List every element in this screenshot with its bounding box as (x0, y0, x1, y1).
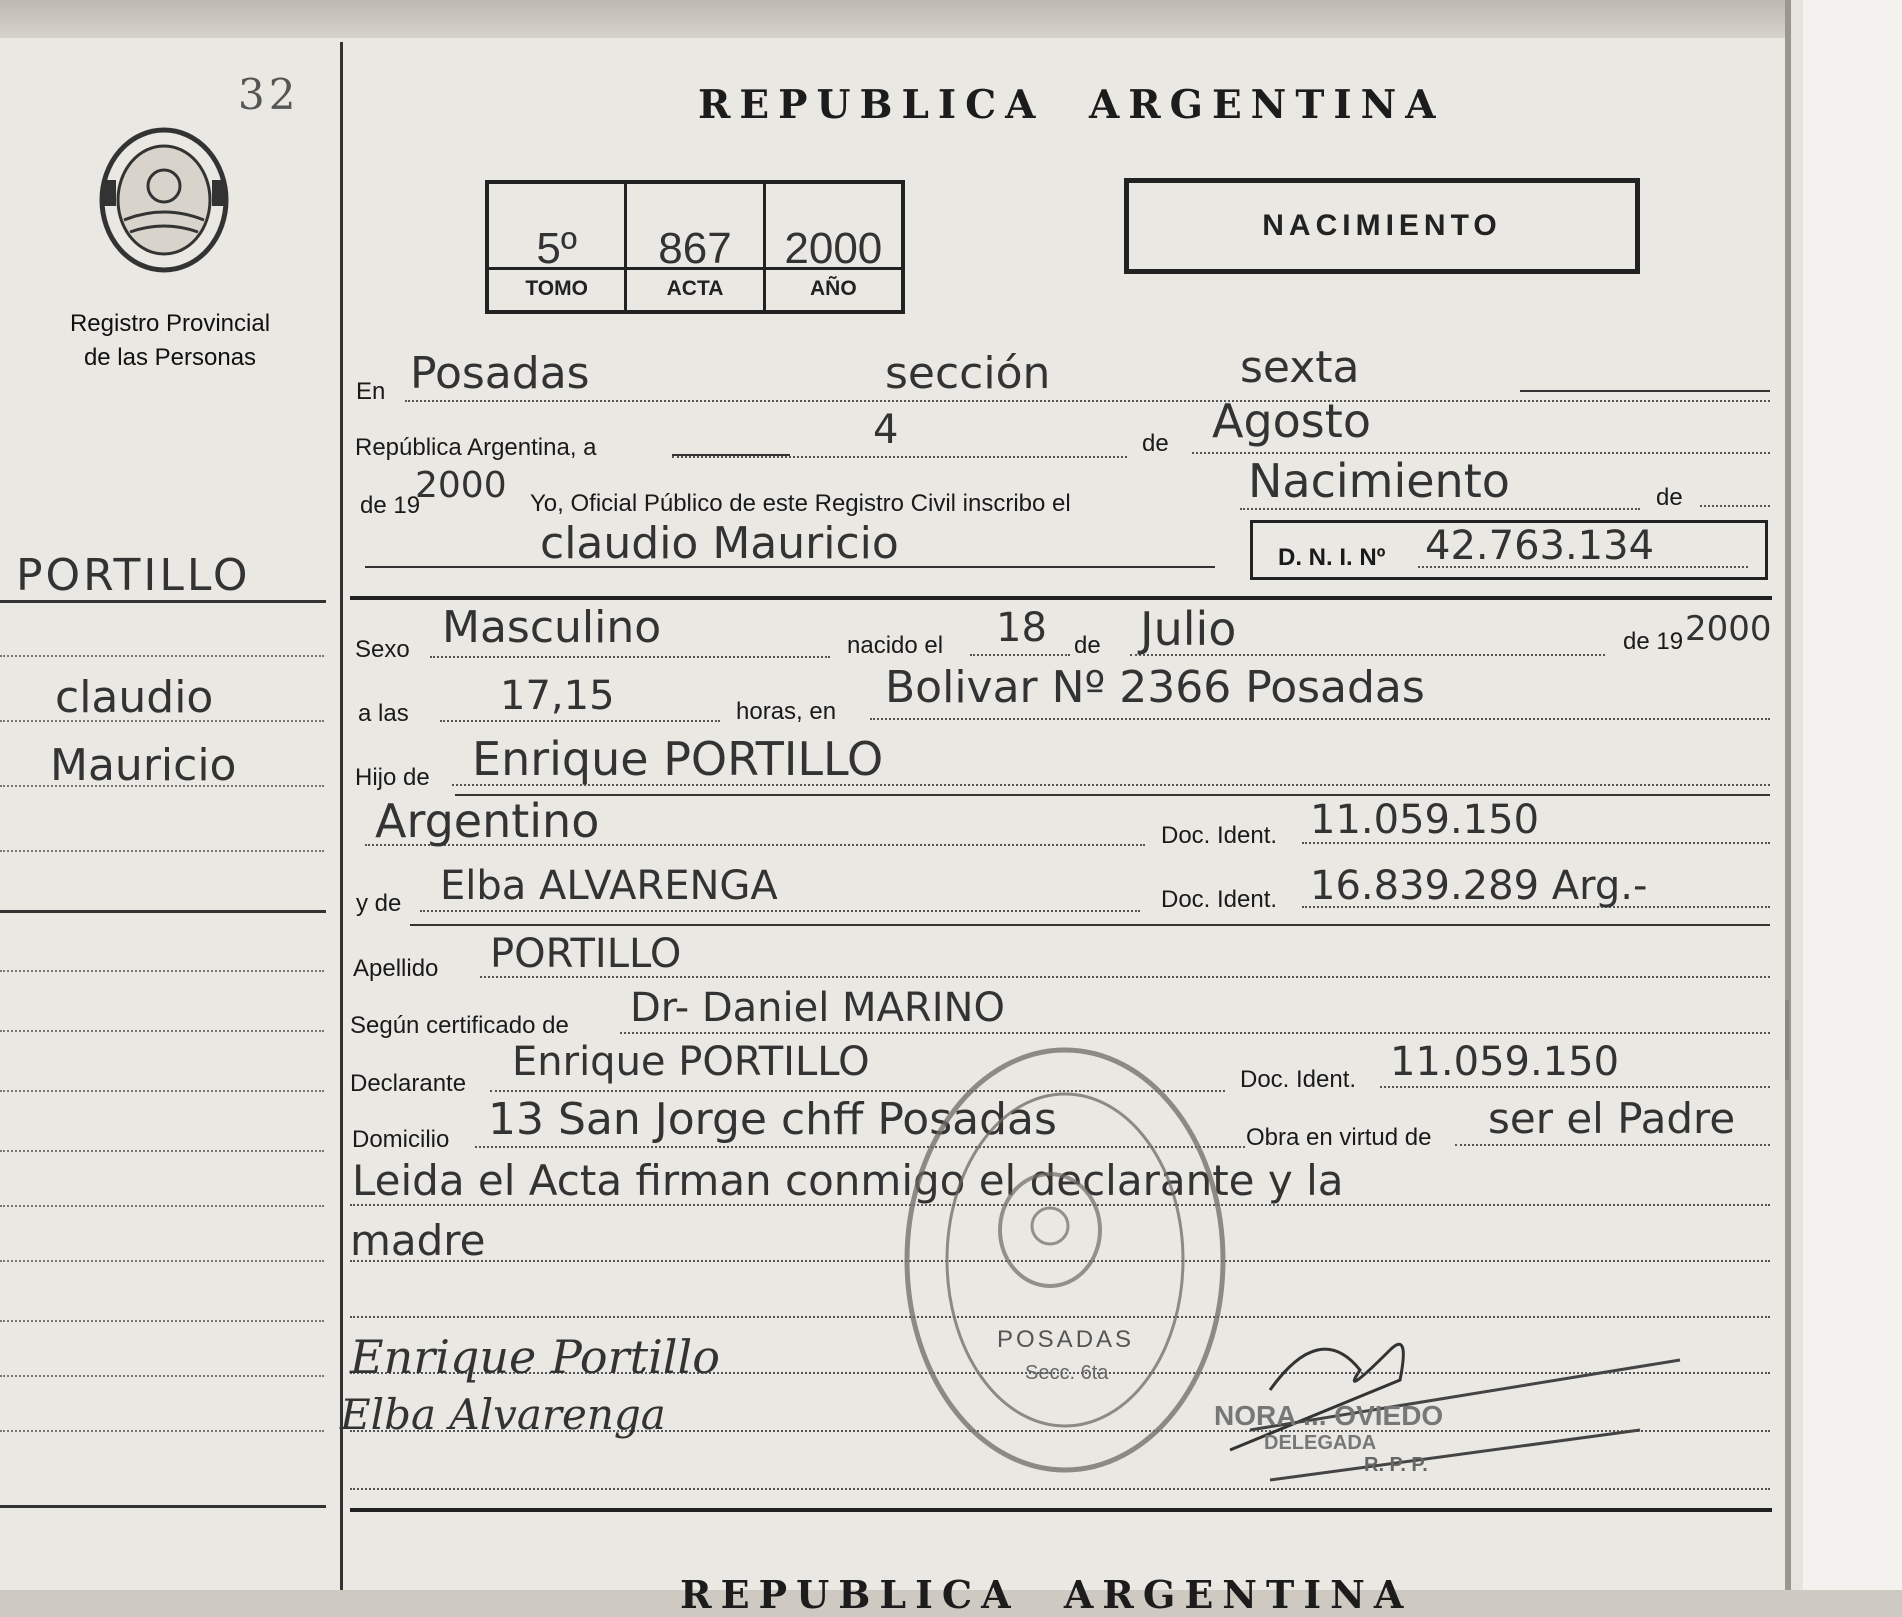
stub-given-name-2: Mauricio (50, 740, 237, 791)
rpp-label: R. P. P. (1364, 1454, 1428, 1476)
stub-rule (0, 1260, 324, 1262)
ano-cell (766, 184, 901, 310)
mother-doc-label: Doc. Ident. (1161, 886, 1278, 913)
official-stamp-icon (900, 1040, 1230, 1480)
province-seal-icon (94, 124, 234, 276)
declarante-label: Declarante (350, 1070, 467, 1097)
stub-rule (0, 1505, 326, 1508)
mother-signature: Elba Alvarenga (340, 1390, 666, 1439)
inscribo-line (1240, 508, 1640, 510)
de-line (1700, 505, 1770, 507)
declarante-doc-value: 11.059.150 (1390, 1039, 1620, 1085)
republica-label: República Argentina, a (355, 434, 597, 461)
dni-value: 42.763.134 (1425, 523, 1655, 569)
stamp-city: POSADAS (997, 1326, 1135, 1353)
day-fill-line (672, 454, 790, 456)
de-label-2: de (1656, 484, 1683, 511)
y-de-label: y de (356, 890, 402, 917)
acta-value: 867 (658, 224, 732, 273)
stub-rule (0, 1205, 324, 1207)
section-separator (350, 596, 1772, 600)
sexo-value: Masculino (442, 602, 662, 653)
sexo-line (430, 656, 830, 658)
apellido-label: Apellido (353, 955, 439, 982)
stub-rule (0, 1430, 324, 1432)
ano-value: 2000 (784, 224, 883, 273)
acta-label: ACTA (627, 267, 762, 310)
stub-surname: PORTILLO (16, 550, 251, 601)
stub-rule (0, 1030, 324, 1032)
nacido-label: nacido el (847, 632, 944, 659)
stub-rule (0, 655, 324, 657)
father-nationality-value: Argentino (375, 794, 600, 848)
de-label-3: de (1074, 632, 1101, 659)
stub-divider (340, 42, 343, 1590)
stub-rule (0, 910, 326, 913)
mother-line (420, 910, 1140, 912)
obra-line (1455, 1144, 1770, 1146)
declarante-doc-label: Doc. Ident. (1240, 1066, 1357, 1093)
de-label: de (1142, 430, 1169, 457)
ano-label: AÑO (766, 267, 901, 310)
binding-fold (1785, 1000, 1789, 1080)
de19-label-2: de 19 (1623, 628, 1684, 655)
notes-line2-value: madre (350, 1216, 486, 1265)
official-role: DELEGADA (1264, 1432, 1377, 1454)
stub-rule (0, 1150, 324, 1152)
en-label: En (356, 378, 386, 405)
hour-value: 17,15 (500, 673, 615, 719)
registry-name (40, 307, 300, 375)
certificado-value: Dr- Daniel MARINO (630, 985, 1005, 1031)
stub-number: 32 (238, 70, 300, 119)
certificado-label: Según certificado de (350, 1012, 569, 1039)
stub-rule (0, 1090, 324, 1092)
notes-line1-value: Leida el Acta firman conmigo el declarante y la (352, 1156, 1344, 1205)
oficial-text: Yo, Oficial Público de este Registro Civil inscribo el (530, 490, 1071, 517)
father-value: Enrique PORTILLO (472, 732, 884, 786)
stub-rule (0, 785, 324, 787)
domicilio-value: 13 San Jorge chff Posadas (488, 1094, 1057, 1145)
stub-rule (0, 850, 324, 852)
domicilio-label: Domicilio (352, 1126, 450, 1153)
registry-name-line1: Registro Provincial (69, 310, 271, 337)
obra-value: ser el Padre (1488, 1094, 1736, 1143)
tomo-cell (489, 184, 627, 310)
birth-month-value: Julio (1140, 602, 1237, 656)
father-doc-value: 11.059.150 (1310, 797, 1540, 843)
father-doc-label: Doc. Ident. (1161, 822, 1278, 849)
official-name: NORA ... OVIEDO (1214, 1400, 1444, 1431)
hour-line (440, 720, 720, 722)
horas-label: horas, en (736, 698, 837, 725)
father-signature: Enrique Portillo (350, 1330, 720, 1384)
notes-line (350, 1488, 1770, 1490)
stub-rule (0, 600, 326, 603)
tomo-value: 5º (536, 224, 577, 273)
place-value: Bolivar Nº 2366 Posadas (885, 662, 1425, 713)
book-binding-edge (1785, 0, 1902, 1590)
city-value: Posadas (410, 348, 590, 399)
tomo-label: TOMO (489, 267, 624, 310)
mother-value: Elba ALVARENGA (440, 863, 778, 909)
day-value: 4 (873, 407, 899, 453)
stamp-section: Secc. 6ta (1025, 1362, 1109, 1384)
declarante-doc-line (1380, 1086, 1770, 1088)
mother-doc-value: 16.839.289 Arg.- (1310, 863, 1648, 909)
birth-day-value: 18 (996, 605, 1047, 651)
stub-rule (0, 1375, 324, 1377)
dni-label: D. N. I. Nº (1278, 544, 1386, 571)
sexo-label: Sexo (355, 636, 410, 663)
inscribo-value: Nacimiento (1248, 454, 1510, 508)
stub-rule (0, 720, 324, 722)
stub-rule (0, 970, 324, 972)
apellido-value: PORTILLO (490, 931, 682, 977)
acta-cell (627, 184, 765, 310)
obra-label: Obra en virtud de (1246, 1124, 1432, 1151)
seccion-number-value: sexta (1240, 342, 1360, 393)
year-value: 2000 (415, 465, 507, 506)
en-line (405, 400, 1770, 402)
birth-year-value: 2000 (1685, 609, 1772, 649)
next-record-title: REPUBLICA ARGENTINA (680, 1572, 1413, 1617)
day-line (672, 456, 1127, 458)
book-top-strip (0, 0, 1902, 40)
birth-day-line (970, 654, 1070, 656)
stub-rule (0, 1320, 324, 1322)
month-value: Agosto (1212, 394, 1371, 448)
certificado-line (620, 1032, 1770, 1034)
child-name-value: claudio Mauricio (540, 518, 899, 569)
a-las-label: a las (358, 700, 409, 727)
document-title: REPUBLICA ARGENTINA (698, 82, 1445, 128)
place-line (870, 718, 1770, 720)
book-reference-table (485, 180, 905, 314)
seccion-value: sección (885, 348, 1051, 399)
declarante-value: Enrique PORTILLO (512, 1039, 870, 1085)
registry-name-line2: de las Personas (83, 344, 257, 371)
mother-underline (410, 924, 1770, 926)
en-fill-line (1520, 390, 1770, 392)
next-record-clip (680, 1572, 1440, 1617)
hijo-label: Hijo de (355, 764, 430, 791)
de19-label: de 19 (360, 492, 421, 519)
record-type-box: NACIMIENTO (1124, 178, 1640, 274)
father-underline (455, 794, 1770, 796)
bottom-separator (350, 1508, 1772, 1512)
stub-given-name-1: claudio (55, 672, 214, 723)
